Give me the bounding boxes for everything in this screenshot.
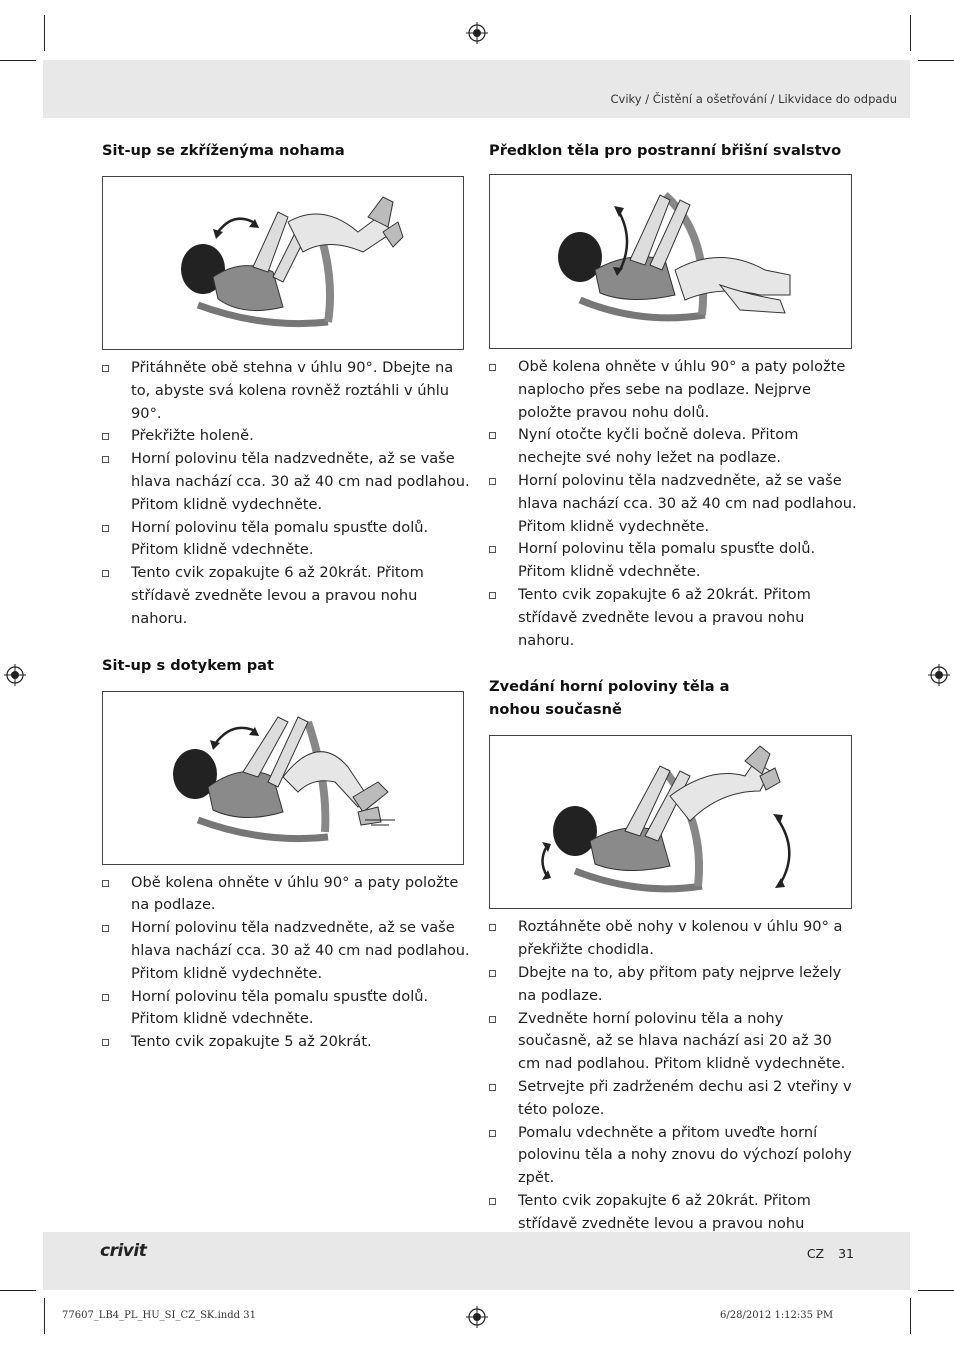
list-item: Přitáhněte obě stehna v úhlu 90°. Dbejte na to, abyste svá kolena rovněž roztáhli v úhlu 90°. bbox=[102, 357, 470, 425]
steps-list bbox=[102, 872, 470, 1054]
checkbox-bullet-icon bbox=[489, 432, 496, 439]
checkbox-bullet-icon bbox=[102, 994, 109, 1001]
list-item: Tento cvik zopakujte 6 až 20krát. Přitom střídavě zvedněte levou a pravou nohu nahoru. bbox=[102, 562, 470, 630]
section-title: Zvedání horní poloviny těla a nohou současně bbox=[489, 678, 730, 719]
list-item: Dbejte na to, aby přitom paty nejprve ležely na podlaze. bbox=[489, 962, 857, 1008]
exercise-illustration bbox=[489, 174, 852, 349]
registration-mark-icon bbox=[4, 664, 26, 686]
steps-list bbox=[489, 356, 857, 652]
page-number-value: 31 bbox=[838, 1246, 854, 1261]
checkbox-bullet-icon bbox=[102, 880, 109, 887]
list-item: Zvedněte horní polovinu těla a nohy současně, až se hlava nachází asi 20 až 30 cm nad podlahou. Přitom klidně vydechněte. bbox=[489, 1008, 857, 1076]
steps-list bbox=[489, 916, 857, 1258]
exercise-illustration bbox=[102, 691, 464, 865]
exercise-illustration bbox=[102, 176, 464, 350]
checkbox-bullet-icon bbox=[102, 1039, 109, 1046]
page-number bbox=[807, 1246, 854, 1261]
list-item: Horní polovinu těla pomalu spusťte dolů. Přitom klidně vdechněte. bbox=[489, 538, 857, 584]
breadcrumb: Cviky / Čistění a ošetřování / Likvidace do odpadu bbox=[610, 92, 897, 106]
language-code: CZ bbox=[806, 1246, 825, 1261]
list-item: Tento cvik zopakujte 5 až 20krát. bbox=[102, 1031, 470, 1054]
registration-mark-icon bbox=[466, 22, 488, 44]
list-item: Pomalu vdechněte a přitom uveďte horní polovinu těla a nohy znovu do výchozí polohy zpět. bbox=[489, 1122, 857, 1190]
checkbox-bullet-icon bbox=[102, 570, 109, 577]
checkbox-bullet-icon bbox=[489, 478, 496, 485]
list-item: Obě kolena ohněte v úhlu 90° a paty položte na podlaze. bbox=[102, 872, 470, 918]
list-item: Horní polovinu těla pomalu spusťte dolů. Přitom klidně vdechněte. bbox=[102, 986, 470, 1032]
list-item: Horní polovinu těla nadzvedněte, až se vaše hlava nachází cca. 30 až 40 cm nad podlahou. Přitom klidně vydechněte. bbox=[489, 470, 857, 538]
checkbox-bullet-icon bbox=[102, 456, 109, 463]
checkbox-bullet-icon bbox=[489, 1130, 496, 1137]
list-item: Horní polovinu těla nadzvedněte, až se vaše hlava nachází cca. 30 až 40 cm nad podlahou. Přitom klidně vydechněte. bbox=[102, 917, 470, 985]
list-item: Horní polovinu těla pomalu spusťte dolů. Přitom klidně vdechněte. bbox=[102, 517, 470, 563]
brand-logo: crivit bbox=[100, 1241, 147, 1261]
person-oblique-crunch-icon bbox=[490, 175, 851, 348]
checkbox-bullet-icon bbox=[102, 433, 109, 440]
registration-mark-icon bbox=[466, 1306, 488, 1328]
checkbox-bullet-icon bbox=[102, 365, 109, 372]
section-title: Předklon těla pro postranní břišní svalstvo bbox=[489, 142, 842, 159]
person-upper-body-leg-raise-icon bbox=[490, 736, 851, 908]
left-column bbox=[102, 139, 470, 1054]
checkbox-bullet-icon bbox=[489, 1084, 496, 1091]
checkbox-bullet-icon bbox=[489, 1198, 496, 1205]
section-title: Sit-up se zkříženýma nohama bbox=[102, 142, 345, 159]
person-situp-heel-touch-icon bbox=[103, 692, 463, 864]
checkbox-bullet-icon bbox=[102, 925, 109, 932]
steps-list bbox=[102, 357, 470, 631]
right-column bbox=[489, 139, 857, 1258]
checkbox-bullet-icon bbox=[489, 546, 496, 553]
checkbox-bullet-icon bbox=[489, 592, 496, 599]
list-item: Tento cvik zopakujte 6 až 20krát. Přitom střídavě zvedněte levou a pravou nohu bbox=[489, 1190, 857, 1258]
crop-mark bbox=[918, 1290, 954, 1291]
list-item: Nyní otočte kyčli bočně doleva. Přitom nechejte své nohy ležet na podlaze. bbox=[489, 424, 857, 470]
crop-mark bbox=[910, 15, 911, 51]
crop-mark bbox=[0, 60, 36, 61]
checkbox-bullet-icon bbox=[489, 1016, 496, 1023]
list-item: Obě kolena ohněte v úhlu 90° a paty položte naplocho přes sebe na podlaze. Nejprve položte pravou nohu dolů. bbox=[489, 356, 857, 424]
list-item: Horní polovinu těla nadzvedněte, až se vaše hlava nachází cca. 30 až 40 cm nad podlahou. Přitom klidně vydechněte. bbox=[102, 448, 470, 516]
header-band bbox=[43, 60, 910, 118]
registration-mark-icon bbox=[928, 664, 950, 686]
list-item: Překřižte holeně. bbox=[102, 425, 470, 448]
section-title: Sit-up s dotykem pat bbox=[102, 656, 274, 674]
crop-mark bbox=[0, 1290, 36, 1291]
list-item: Tento cvik zopakujte 6 až 20krát. Přitom střídavě zvedněte levou a pravou nohu nahoru. bbox=[489, 584, 857, 652]
checkbox-bullet-icon bbox=[102, 525, 109, 532]
exercise-illustration bbox=[489, 735, 852, 909]
checkbox-bullet-icon bbox=[489, 970, 496, 977]
crop-mark bbox=[44, 1298, 45, 1334]
checkbox-bullet-icon bbox=[489, 924, 496, 931]
person-situp-icon bbox=[103, 177, 463, 349]
print-slug-file: 77607_LB4_PL_HU_SI_CZ_SK.indd 31 bbox=[62, 1310, 256, 1321]
footer-band bbox=[43, 1232, 910, 1290]
crop-mark bbox=[910, 1298, 911, 1334]
list-item: Setrvejte při zadrženém dechu asi 2 vteřiny v této poloze. bbox=[489, 1076, 857, 1122]
checkbox-bullet-icon bbox=[489, 364, 496, 371]
print-slug-date: 6/28/2012 1:12:35 PM bbox=[720, 1310, 834, 1321]
crop-mark bbox=[918, 60, 954, 61]
crop-mark bbox=[44, 15, 45, 51]
list-item: Roztáhněte obě nohy v kolenou v úhlu 90° a překřižte chodidla. bbox=[489, 916, 857, 962]
